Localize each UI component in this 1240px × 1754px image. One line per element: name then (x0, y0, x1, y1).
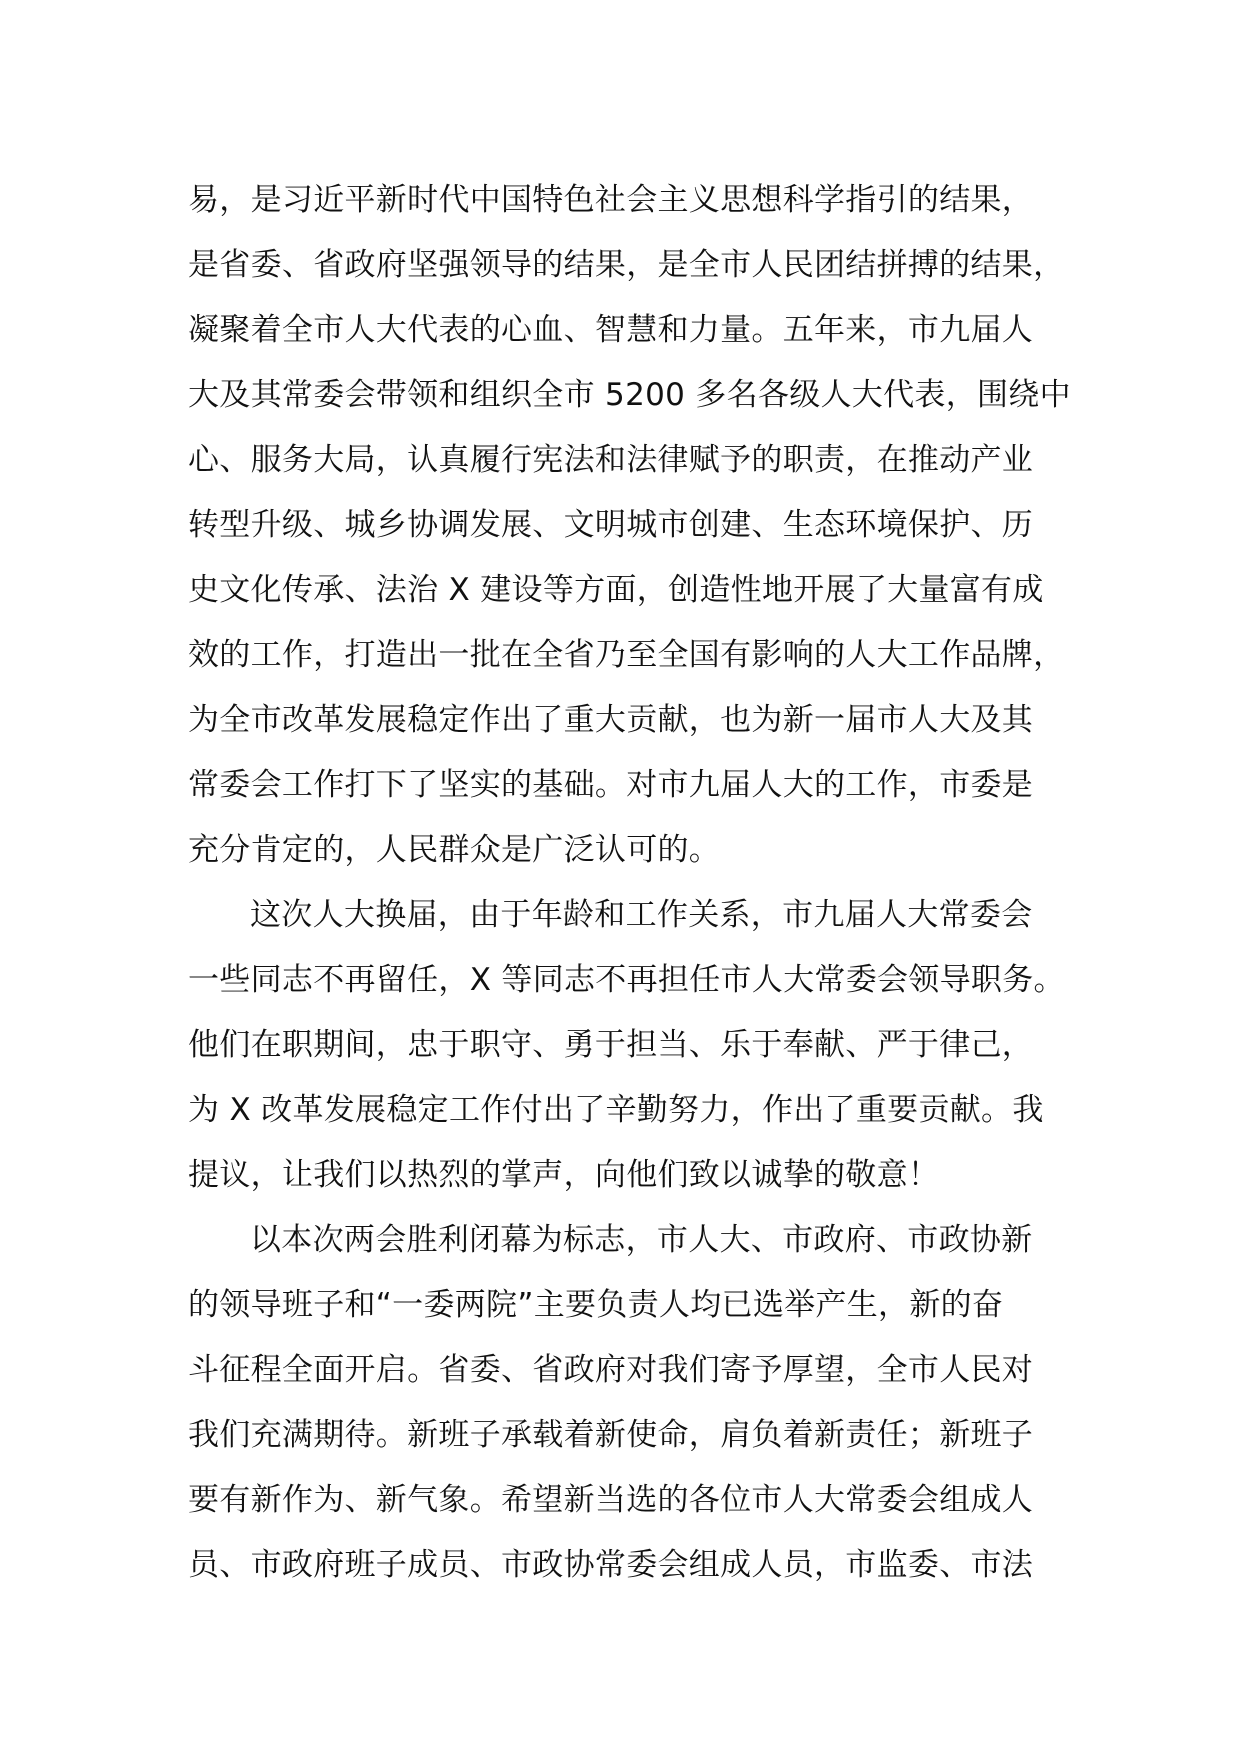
paragraph-start-line: 这次人大换届，由于年龄和工作关系，市九届人大常委会 (250, 897, 1033, 933)
text-line: 易，是习近平新时代中国特色社会主义思想科学指引的结果， (188, 182, 1034, 218)
text-line: 大及其常委会带领和组织全市 5200 多名各级人大代表，围绕中 (188, 377, 1071, 413)
text-line: 是省委、省政府坚强领导的结果，是全市人民团结拼搏的结果， (188, 247, 1065, 283)
text-line: 心、服务大局，认真履行宪法和法律赋予的职责，在推动产业 (188, 442, 1034, 478)
text-line: 我们充满期待。新班子承载着新使命，肩负着新责任；新班子 (188, 1417, 1034, 1453)
text-line: 斗征程全面开启。省委、省政府对我们寄予厚望，全市人民对 (188, 1352, 1034, 1388)
paragraph-start-line: 以本次两会胜利闭幕为标志，市人大、市政府、市政协新 (250, 1222, 1033, 1258)
text-line: 效的工作，打造出一批在全省乃至全国有影响的人大工作品牌， (188, 637, 1065, 673)
text-line: 充分肯定的，人民群众是广泛认可的。 (188, 832, 721, 868)
text-line: 提议，让我们以热烈的掌声，向他们致以诚挚的敬意！ (188, 1157, 940, 1193)
text-line: 要有新作为、新气象。希望新当选的各位市人大常委会组成人 (188, 1482, 1034, 1518)
body-text (188, 168, 1078, 1598)
text-line: 为 X 改革发展稳定工作付出了辛勤努力，作出了重要贡献。我 (188, 1092, 1044, 1128)
text-line: 员、市政府班子成员、市政协常委会组成人员，市监委、市法 (188, 1547, 1034, 1583)
text-line: 的领导班子和“一委两院”主要负责人均已选举产生，新的奋 (188, 1287, 1004, 1323)
text-line: 他们在职期间，忠于职守、勇于担当、乐于奉献、严于律己， (188, 1027, 1034, 1063)
text-line: 凝聚着全市人大代表的心血、智慧和力量。五年来，市九届人 (188, 312, 1034, 348)
text-line: 史文化传承、法治 X 建设等方面，创造性地开展了大量富有成 (188, 572, 1044, 608)
text-line: 为全市改革发展稳定作出了重大贡献，也为新一届市人大及其 (188, 702, 1034, 738)
text-line: 一些同志不再留任，X 等同志不再担任市人大常委会领导职务。 (188, 962, 1065, 998)
text-line: 常委会工作打下了坚实的基础。对市九届人大的工作，市委是 (188, 767, 1034, 803)
text-line: 转型升级、城乡协调发展、文明城市创建、生态环境保护、历 (188, 507, 1034, 543)
